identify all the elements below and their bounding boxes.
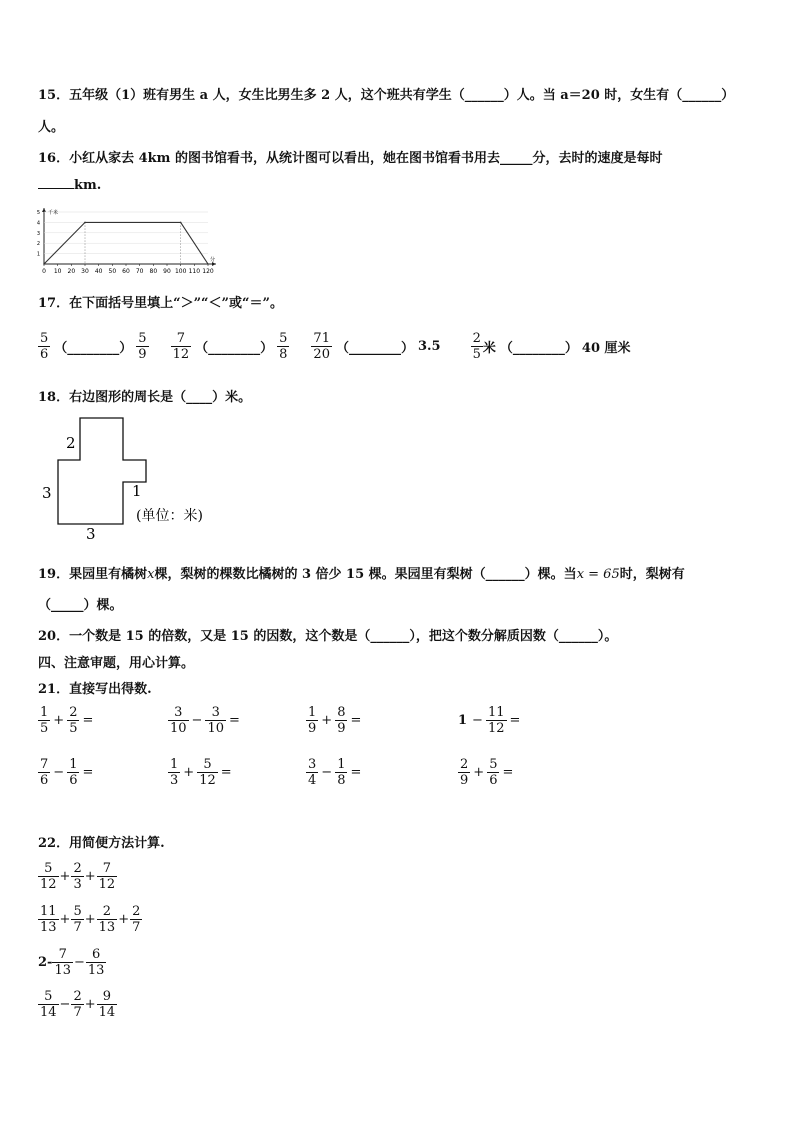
answer-blank[interactable]	[38, 188, 74, 189]
compare-blank[interactable]: （________）	[195, 340, 274, 356]
operator: +	[84, 868, 96, 884]
x-tick-label: 70	[135, 268, 144, 275]
unit-text: 米	[482, 340, 496, 356]
q16-unit: km.	[74, 178, 102, 193]
x-tick-label: 50	[108, 268, 117, 275]
operator: +	[59, 911, 71, 927]
fraction: $\frac{7}{12}$	[172, 330, 190, 362]
simplify-expression	[38, 901, 142, 937]
fraction: $\frac{2}{9}$	[460, 756, 469, 788]
compare-blank[interactable]: （________）	[335, 340, 414, 356]
fraction: $\frac{3}{10}$	[207, 704, 224, 736]
unit-label: (单位：米)	[136, 508, 203, 524]
fraction: $\frac{1}{5}$	[40, 704, 49, 736]
fraction: $\frac{1}{3}$	[170, 756, 179, 788]
label-3-bottom: 3	[86, 525, 96, 543]
fraction: $\frac{6}{13}$	[87, 946, 105, 978]
operator: +	[473, 764, 485, 780]
fraction: $\frac{3}{4}$	[308, 756, 317, 788]
data-point	[207, 263, 209, 265]
q17-title: 17．在下面括号里填上“＞”“＜”或“＝”。	[38, 296, 283, 311]
equation-x65: x = 65	[576, 567, 620, 582]
fraction: $\frac{5}{8}$	[279, 330, 288, 362]
equals-sign: =	[229, 712, 240, 728]
q16-line2	[38, 178, 101, 193]
operator: −	[53, 764, 65, 780]
fraction: $\frac{2}{13}$	[98, 903, 116, 935]
q19-line2: （_____）棵。	[38, 598, 123, 613]
equals-sign: =	[502, 764, 514, 780]
equals-sign: =	[82, 712, 94, 728]
q22-title: 22．用简便方法计算.	[38, 836, 165, 851]
variable-x: x	[147, 567, 155, 582]
section-title: 四、注意审题，用心计算。	[38, 656, 195, 671]
perimeter-shape-figure	[36, 412, 226, 544]
operator: −	[321, 764, 333, 780]
q21-title: 21．直接写出得数.	[38, 682, 152, 697]
compare-blank[interactable]: （________）	[499, 340, 578, 356]
fraction: $\frac{5}{6}$	[40, 330, 49, 362]
calc-item	[168, 702, 243, 738]
q19-line1	[38, 563, 685, 582]
fraction: $\frac{3}{10}$	[170, 704, 187, 736]
fraction: $\frac{2}{3}$	[73, 860, 82, 892]
y-tick-label: 2	[36, 241, 40, 248]
lead-number: 2-	[38, 954, 53, 970]
x-tick-label: 10	[53, 268, 62, 275]
equals-sign: =	[509, 712, 521, 728]
operator: +	[118, 911, 130, 927]
simplify-expression	[38, 986, 117, 1022]
calc-item	[38, 754, 96, 790]
x-tick-label: 120	[202, 268, 214, 275]
fraction: $\frac{1}{6}$	[69, 756, 78, 788]
label-1: 1	[132, 482, 142, 500]
y-tick-label: 3	[36, 230, 40, 237]
operator: −	[59, 996, 71, 1012]
calc-item	[168, 754, 235, 790]
operator: +	[183, 764, 195, 780]
x-tick-label: 30	[81, 268, 89, 275]
fraction: $\frac{7}{12}$	[98, 860, 116, 892]
fraction: $\frac{1}{8}$	[337, 756, 346, 788]
q15-line1: 15．五年级（1）班有男生 a 人，女生比男生多 2 人，这个班共有学生（______）人。当 a＝20 时，女生有（______）	[38, 88, 735, 103]
fraction: $\frac{2}{5}$	[472, 330, 481, 362]
operator: +	[84, 996, 96, 1012]
fraction: $\frac{11}{13}$	[40, 903, 57, 935]
calc-item	[458, 754, 516, 790]
x-tick-label: 100	[174, 268, 187, 275]
fraction: $\frac{5}{12}$	[199, 756, 216, 788]
fraction: $\frac{5}{7}$	[73, 903, 82, 935]
q20-text: 20．一个数是 15 的倍数，又是 15 的因数，这个数是（______），把这个数分解质因数（______）。	[38, 629, 618, 644]
y-tick-label: 4	[36, 220, 40, 227]
x-axis-label: 分	[210, 257, 216, 263]
simplify-expression	[38, 858, 117, 894]
q19-text-c: 时，梨树有	[619, 567, 685, 582]
fraction: $\frac{9}{14}$	[98, 988, 116, 1020]
q17-items	[38, 328, 631, 364]
fraction: $\frac{71}{20}$	[313, 330, 330, 362]
y-axis-label: 千米	[48, 210, 59, 216]
q15-line2: 人。	[38, 120, 65, 135]
y-tick-label: 1	[36, 251, 40, 258]
calc-item	[306, 754, 364, 790]
fraction: $\frac{7}{6}$	[40, 756, 49, 788]
fraction: $\frac{8}{9}$	[337, 704, 346, 736]
fraction: $\frac{2}{7}$	[73, 988, 82, 1020]
q19-text-a: 19．果园里有橘树	[38, 567, 148, 582]
x-tick-label: 60	[122, 268, 130, 275]
operator: −	[472, 712, 483, 728]
y-axis-arrow	[42, 208, 46, 212]
operator: +	[321, 712, 333, 728]
compare-blank[interactable]: （________）	[54, 340, 133, 356]
label-3-left: 3	[42, 484, 52, 502]
data-point	[180, 222, 182, 224]
calc-item	[458, 702, 523, 738]
q19-text-b: 棵，梨树的棵数比橘树的 3 倍少 15 棵。果园里有梨树（______）棵。当	[154, 567, 577, 582]
lead-number: 1	[458, 712, 468, 728]
q16-line1: 16．小红从家去 4km 的图书馆看书，从统计图可以看出，她在图书馆看书用去_____分，去时的速度是每时	[38, 151, 663, 166]
equals-sign: =	[220, 764, 232, 780]
x-tick-label: 110	[188, 268, 201, 275]
q18-title: 18．右边图形的周长是（____）米。	[38, 390, 252, 405]
calc-item	[38, 702, 96, 738]
x-tick-label: 0	[42, 268, 46, 275]
equals-sign: =	[350, 764, 362, 780]
x-tick-label: 40	[94, 268, 103, 275]
fraction: $\frac{7}{13}$	[54, 946, 71, 978]
calc-item	[306, 702, 364, 738]
x-tick-label: 80	[149, 268, 158, 275]
fraction: $\frac{5}{9}$	[138, 330, 147, 362]
operator: −	[191, 712, 203, 728]
label-2: 2	[66, 434, 76, 452]
data-point	[43, 263, 45, 265]
fraction: $\frac{5}{14}$	[40, 988, 57, 1020]
data-point	[84, 222, 86, 224]
operator: +	[84, 911, 96, 927]
value-text: 3.5	[417, 338, 441, 354]
fraction: $\frac{11}{12}$	[487, 704, 505, 736]
fraction: $\frac{2}{5}$	[69, 704, 78, 736]
operator: +	[53, 712, 65, 728]
y-tick-label: 5	[36, 210, 40, 216]
fraction: $\frac{5}{6}$	[489, 756, 498, 788]
distance-time-chart	[30, 206, 220, 278]
fraction: $\frac{1}{9}$	[308, 704, 317, 736]
equals-sign: =	[350, 712, 362, 728]
x-tick-label: 20	[67, 268, 76, 275]
equals-sign: =	[82, 764, 94, 780]
operator: −	[74, 954, 85, 970]
simplify-expression	[38, 944, 106, 980]
fraction: $\frac{5}{12}$	[40, 860, 57, 892]
x-tick-label: 90	[163, 268, 171, 275]
fraction: $\frac{2}{7}$	[132, 903, 141, 935]
operator: +	[59, 868, 71, 884]
value-text: 40 厘米	[581, 340, 631, 356]
